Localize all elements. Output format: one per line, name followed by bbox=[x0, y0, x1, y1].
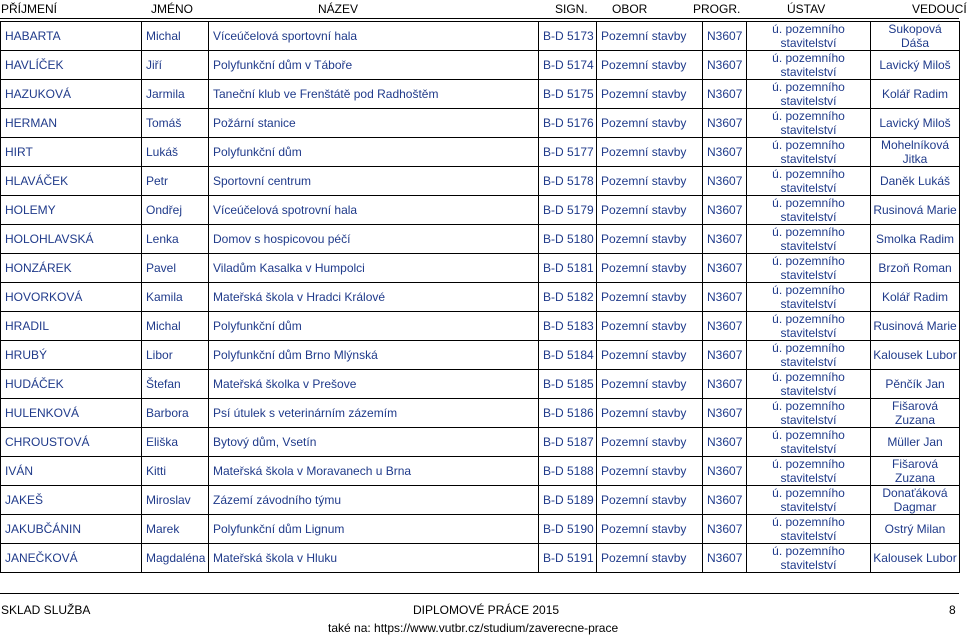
table-row bbox=[1, 457, 960, 486]
cell-prijmeni: HERMAN bbox=[1, 109, 142, 138]
cell-prijmeni: HLAVÁČEK bbox=[1, 167, 142, 196]
thesis-table bbox=[0, 21, 960, 573]
cell-prijmeni: HIRT bbox=[1, 138, 142, 167]
header-obor: OBOR bbox=[612, 2, 648, 16]
cell-jmeno: Tomáš bbox=[142, 109, 209, 138]
cell-sign: B-D 5189 bbox=[539, 486, 597, 515]
cell-obor: Pozemní stavby bbox=[597, 283, 703, 312]
cell-sign: B-D 5191 bbox=[539, 544, 597, 573]
cell-ustav: ú. pozemního stavitelství bbox=[747, 544, 871, 573]
cell-obor: Pozemní stavby bbox=[597, 225, 703, 254]
cell-vedouci: Kolář Radim bbox=[871, 80, 960, 109]
cell-sign: B-D 5175 bbox=[539, 80, 597, 109]
cell-nazev: Psí útulek s veterinárním zázemím bbox=[209, 399, 539, 428]
cell-ustav: ú. pozemního stavitelství bbox=[747, 370, 871, 399]
cell-prijmeni: HRADIL bbox=[1, 312, 142, 341]
cell-nazev: Polyfunkční dům bbox=[209, 312, 539, 341]
table-row bbox=[1, 109, 960, 138]
cell-ustav: ú. pozemního stavitelství bbox=[747, 138, 871, 167]
cell-ustav: ú. pozemního stavitelství bbox=[747, 486, 871, 515]
table-row bbox=[1, 428, 960, 457]
cell-nazev: Polyfunkční dům bbox=[209, 138, 539, 167]
cell-vedouci: Müller Jan bbox=[871, 428, 960, 457]
cell-vedouci: Kalousek Lubor bbox=[871, 341, 960, 370]
cell-progr: N3607 bbox=[703, 254, 747, 283]
cell-jmeno: Magdaléna bbox=[142, 544, 209, 573]
table-row bbox=[1, 196, 960, 225]
cell-jmeno: Eliška bbox=[142, 428, 209, 457]
cell-vedouci: Smolka Radim bbox=[871, 225, 960, 254]
cell-jmeno: Lenka bbox=[142, 225, 209, 254]
cell-obor: Pozemní stavby bbox=[597, 370, 703, 399]
table-row bbox=[1, 80, 960, 109]
cell-nazev: Požární stanice bbox=[209, 109, 539, 138]
cell-obor: Pozemní stavby bbox=[597, 138, 703, 167]
table-row bbox=[1, 51, 960, 80]
cell-prijmeni: HULENKOVÁ bbox=[1, 399, 142, 428]
cell-prijmeni: HOVORKOVÁ bbox=[1, 283, 142, 312]
cell-jmeno: Jarmila bbox=[142, 80, 209, 109]
cell-vedouci: Mohelníková Jitka bbox=[871, 138, 960, 167]
table-body bbox=[1, 22, 960, 573]
cell-progr: N3607 bbox=[703, 428, 747, 457]
cell-sign: B-D 5183 bbox=[539, 312, 597, 341]
cell-obor: Pozemní stavby bbox=[597, 515, 703, 544]
cell-sign: B-D 5181 bbox=[539, 254, 597, 283]
cell-vedouci: Daněk Lukáš bbox=[871, 167, 960, 196]
cell-prijmeni: CHROUSTOVÁ bbox=[1, 428, 142, 457]
cell-vedouci: Pěnčík Jan bbox=[871, 370, 960, 399]
cell-sign: B-D 5184 bbox=[539, 341, 597, 370]
cell-ustav: ú. pozemního stavitelství bbox=[747, 515, 871, 544]
cell-progr: N3607 bbox=[703, 225, 747, 254]
cell-jmeno: Štefan bbox=[142, 370, 209, 399]
cell-nazev: Sportovní centrum bbox=[209, 167, 539, 196]
cell-jmeno: Jiří bbox=[142, 51, 209, 80]
cell-prijmeni: JAKUBČÁNIN bbox=[1, 515, 142, 544]
cell-jmeno: Libor bbox=[142, 341, 209, 370]
cell-progr: N3607 bbox=[703, 283, 747, 312]
table-row bbox=[1, 515, 960, 544]
cell-obor: Pozemní stavby bbox=[597, 80, 703, 109]
cell-progr: N3607 bbox=[703, 196, 747, 225]
cell-vedouci: Kalousek Lubor bbox=[871, 544, 960, 573]
cell-prijmeni: HAVLÍČEK bbox=[1, 51, 142, 80]
cell-obor: Pozemní stavby bbox=[597, 167, 703, 196]
cell-nazev: Polyfunkční dům Lignum bbox=[209, 515, 539, 544]
cell-nazev: Zázemí závodního týmu bbox=[209, 486, 539, 515]
cell-obor: Pozemní stavby bbox=[597, 486, 703, 515]
cell-progr: N3607 bbox=[703, 109, 747, 138]
cell-sign: B-D 5188 bbox=[539, 457, 597, 486]
cell-vedouci: Kolář Radim bbox=[871, 283, 960, 312]
cell-progr: N3607 bbox=[703, 341, 747, 370]
cell-nazev: Domov s hospicovou péčí bbox=[209, 225, 539, 254]
table-row bbox=[1, 341, 960, 370]
cell-nazev: Mateřská škola v Hradci Králové bbox=[209, 283, 539, 312]
cell-ustav: ú. pozemního stavitelství bbox=[747, 51, 871, 80]
cell-sign: B-D 5174 bbox=[539, 51, 597, 80]
table-row bbox=[1, 22, 960, 51]
cell-ustav: ú. pozemního stavitelství bbox=[747, 225, 871, 254]
cell-jmeno: Lukáš bbox=[142, 138, 209, 167]
cell-ustav: ú. pozemního stavitelství bbox=[747, 196, 871, 225]
cell-jmeno: Michal bbox=[142, 312, 209, 341]
cell-jmeno: Kitti bbox=[142, 457, 209, 486]
cell-progr: N3607 bbox=[703, 138, 747, 167]
cell-ustav: ú. pozemního stavitelství bbox=[747, 80, 871, 109]
cell-vedouci: Ostrý Milan bbox=[871, 515, 960, 544]
cell-obor: Pozemní stavby bbox=[597, 312, 703, 341]
cell-nazev: Víceúčelová spotrovní hala bbox=[209, 196, 539, 225]
page-number: 8 bbox=[949, 603, 956, 617]
cell-sign: B-D 5180 bbox=[539, 225, 597, 254]
cell-progr: N3607 bbox=[703, 399, 747, 428]
cell-ustav: ú. pozemního stavitelství bbox=[747, 341, 871, 370]
cell-obor: Pozemní stavby bbox=[597, 399, 703, 428]
cell-jmeno: Marek bbox=[142, 515, 209, 544]
table-row bbox=[1, 312, 960, 341]
header-jmeno: JMÉNO bbox=[151, 2, 193, 16]
cell-obor: Pozemní stavby bbox=[597, 457, 703, 486]
table-row bbox=[1, 225, 960, 254]
cell-progr: N3607 bbox=[703, 312, 747, 341]
table-row bbox=[1, 399, 960, 428]
cell-sign: B-D 5176 bbox=[539, 109, 597, 138]
footer-center: DIPLOMOVÉ PRÁCE 2015 bbox=[413, 603, 560, 617]
cell-ustav: ú. pozemního stavitelství bbox=[747, 428, 871, 457]
cell-sign: B-D 5178 bbox=[539, 167, 597, 196]
table-row bbox=[1, 283, 960, 312]
header-progr: PROGR. bbox=[693, 2, 741, 16]
cell-nazev: Polyfunkční dům v Táboře bbox=[209, 51, 539, 80]
cell-nazev: Viladům Kasalka v Humpolci bbox=[209, 254, 539, 283]
cell-vedouci: Fišarová Zuzana bbox=[871, 399, 960, 428]
cell-progr: N3607 bbox=[703, 22, 747, 51]
cell-prijmeni: HRUBÝ bbox=[1, 341, 142, 370]
cell-obor: Pozemní stavby bbox=[597, 341, 703, 370]
cell-progr: N3607 bbox=[703, 80, 747, 109]
cell-nazev: Taneční klub ve Frenštátě pod Radhoštěm bbox=[209, 80, 539, 109]
cell-prijmeni: HAZUKOVÁ bbox=[1, 80, 142, 109]
cell-ustav: ú. pozemního stavitelství bbox=[747, 457, 871, 486]
cell-prijmeni: HOLEMY bbox=[1, 196, 142, 225]
cell-vedouci: Lavický Miloš bbox=[871, 51, 960, 80]
cell-ustav: ú. pozemního stavitelství bbox=[747, 167, 871, 196]
cell-vedouci: Lavický Miloš bbox=[871, 109, 960, 138]
cell-progr: N3607 bbox=[703, 457, 747, 486]
cell-obor: Pozemní stavby bbox=[597, 254, 703, 283]
cell-ustav: ú. pozemního stavitelství bbox=[747, 399, 871, 428]
cell-vedouci: Fišarová Zuzana bbox=[871, 457, 960, 486]
cell-jmeno: Pavel bbox=[142, 254, 209, 283]
cell-vedouci: Rusinová Marie bbox=[871, 312, 960, 341]
cell-vedouci: Rusinová Marie bbox=[871, 196, 960, 225]
cell-prijmeni: HUDÁČEK bbox=[1, 370, 142, 399]
table-row bbox=[1, 254, 960, 283]
cell-ustav: ú. pozemního stavitelství bbox=[747, 22, 871, 51]
cell-progr: N3607 bbox=[703, 515, 747, 544]
cell-nazev: Mateřská škola v Moravanech u Brna bbox=[209, 457, 539, 486]
cell-progr: N3607 bbox=[703, 370, 747, 399]
cell-obor: Pozemní stavby bbox=[597, 428, 703, 457]
table-row bbox=[1, 544, 960, 573]
cell-sign: B-D 5173 bbox=[539, 22, 597, 51]
cell-jmeno: Miroslav bbox=[142, 486, 209, 515]
header-vedouci: VEDOUCÍ bbox=[912, 2, 967, 16]
cell-sign: B-D 5179 bbox=[539, 196, 597, 225]
cell-progr: N3607 bbox=[703, 486, 747, 515]
cell-progr: N3607 bbox=[703, 51, 747, 80]
cell-progr: N3607 bbox=[703, 167, 747, 196]
cell-obor: Pozemní stavby bbox=[597, 196, 703, 225]
cell-jmeno: Barbora bbox=[142, 399, 209, 428]
cell-ustav: ú. pozemního stavitelství bbox=[747, 283, 871, 312]
footer-left: SKLAD SLUŽBA bbox=[1, 603, 91, 617]
table-row bbox=[1, 486, 960, 515]
cell-obor: Pozemní stavby bbox=[597, 22, 703, 51]
cell-sign: B-D 5190 bbox=[539, 515, 597, 544]
cell-prijmeni: IVÁN bbox=[1, 457, 142, 486]
cell-obor: Pozemní stavby bbox=[597, 544, 703, 573]
cell-sign: B-D 5177 bbox=[539, 138, 597, 167]
cell-ustav: ú. pozemního stavitelství bbox=[747, 254, 871, 283]
cell-nazev: Mateřská školka v Prešove bbox=[209, 370, 539, 399]
cell-sign: B-D 5182 bbox=[539, 283, 597, 312]
cell-sign: B-D 5186 bbox=[539, 399, 597, 428]
table-row bbox=[1, 370, 960, 399]
cell-jmeno: Petr bbox=[142, 167, 209, 196]
cell-prijmeni: JAKEŠ bbox=[1, 486, 142, 515]
cell-jmeno: Michal bbox=[142, 22, 209, 51]
cell-prijmeni: JANEČKOVÁ bbox=[1, 544, 142, 573]
header-nazev: NÁZEV bbox=[318, 2, 359, 16]
cell-prijmeni: HONZÁREK bbox=[1, 254, 142, 283]
cell-sign: B-D 5187 bbox=[539, 428, 597, 457]
cell-nazev: Mateřská škola v Hluku bbox=[209, 544, 539, 573]
cell-ustav: ú. pozemního stavitelství bbox=[747, 109, 871, 138]
column-header-row bbox=[0, 0, 967, 19]
table-row bbox=[1, 138, 960, 167]
footer-source-link[interactable]: také na: https://www.vutbr.cz/studium/zaverecne-prace bbox=[328, 621, 619, 635]
cell-vedouci: Brzoň Roman bbox=[871, 254, 960, 283]
cell-nazev: Bytový dům, Vsetín bbox=[209, 428, 539, 457]
header-prijmeni: PŘÍJMENÍ bbox=[1, 2, 58, 16]
header-underline bbox=[0, 18, 959, 19]
footer-rule bbox=[0, 593, 959, 594]
cell-jmeno: Kamila bbox=[142, 283, 209, 312]
cell-ustav: ú. pozemního stavitelství bbox=[747, 312, 871, 341]
header-ustav: ÚSTAV bbox=[787, 2, 826, 16]
table-row bbox=[1, 167, 960, 196]
cell-vedouci: Donaťáková Dagmar bbox=[871, 486, 960, 515]
cell-nazev: Víceúčelová sportovní hala bbox=[209, 22, 539, 51]
cell-obor: Pozemní stavby bbox=[597, 109, 703, 138]
cell-prijmeni: HABARTA bbox=[1, 22, 142, 51]
cell-prijmeni: HOLOHLAVSKÁ bbox=[1, 225, 142, 254]
cell-sign: B-D 5185 bbox=[539, 370, 597, 399]
cell-progr: N3607 bbox=[703, 544, 747, 573]
cell-vedouci: Sukopová Dáša bbox=[871, 22, 960, 51]
header-sign: SIGN. bbox=[555, 2, 588, 16]
cell-jmeno: Ondřej bbox=[142, 196, 209, 225]
cell-obor: Pozemní stavby bbox=[597, 51, 703, 80]
cell-nazev: Polyfunkční dům Brno Mlýnská bbox=[209, 341, 539, 370]
